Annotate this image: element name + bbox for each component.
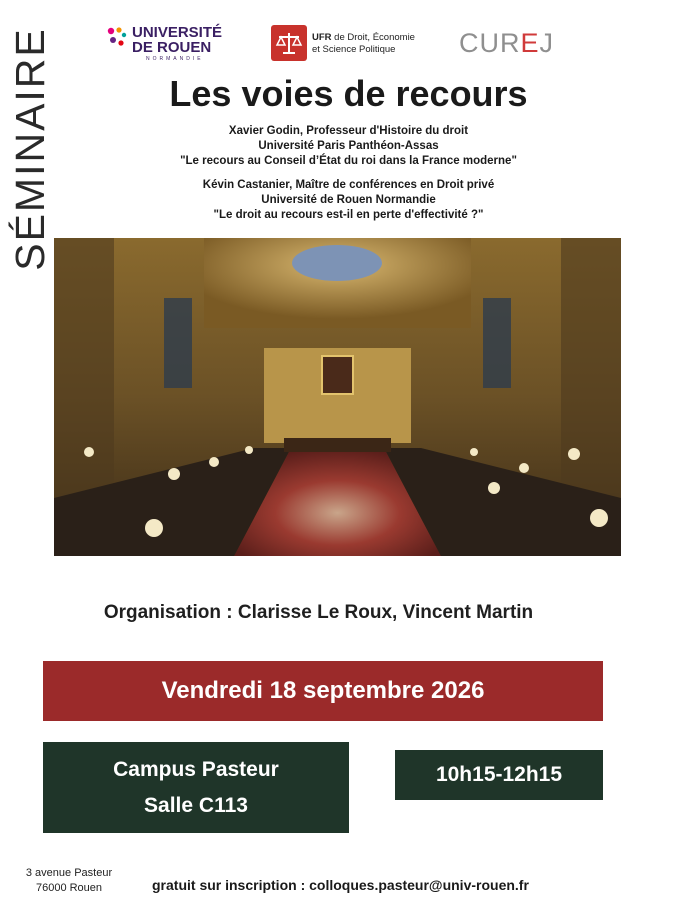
speaker-topic: "Le droit au recours est-il en perte d'effectivité ?" [213, 209, 484, 221]
venue-box [43, 742, 349, 833]
rouen-logo-sub: NORMANDIE [146, 56, 204, 62]
address-city: 76000 Rouen [35, 882, 103, 894]
rouen-logo-line1: UNIVERSITÉ [132, 24, 223, 41]
organisation-line: Organisation : Clarisse Le Roux, Vincent Martin [103, 602, 534, 623]
rouen-logo-line2: DE ROUEN [132, 39, 212, 56]
ufr-droit-logo [271, 25, 431, 65]
ufr-logo-text: UFR de Droit, Économie et Science Politique [312, 32, 415, 55]
seminar-title: Les voies de recours [169, 73, 528, 114]
photo-credit: Première chambre civile de la Cour de cassation [663, 550, 672, 724]
date-banner [43, 661, 603, 721]
speaker-topic: "Le recours au Conseil d’État du roi dans la France moderne" [180, 155, 517, 167]
curej-logo: CUREJ [459, 28, 555, 58]
time-box [395, 750, 603, 800]
venue-campus: Campus Pasteur [113, 757, 279, 781]
speakers-block [60, 124, 637, 232]
ufr-scales-icon [271, 25, 307, 61]
speaker-institution: Université Paris Panthéon-Assas [258, 140, 439, 152]
universite-rouen-logo [106, 22, 236, 66]
speaker-2 [60, 178, 637, 223]
address-block [14, 866, 124, 896]
registration-info: gratuit sur inscription : colloques.pasteur@univ-rouen.fr [152, 877, 529, 893]
speaker-name-role: Kévin Castanier, Maître de conférences en Droit privé [202, 179, 495, 191]
seminaire-vertical-title [6, 18, 54, 280]
speaker-name-role: Xavier Godin, Professeur d'Histoire du droit [228, 125, 469, 137]
venue-room: Salle C113 [144, 793, 248, 817]
seminaire-label: SÉMINAIRE [7, 27, 53, 271]
event-date: Vendredi 18 septembre 2026 [161, 677, 485, 704]
speaker-institution: Université de Rouen Normandie [261, 194, 436, 206]
event-time: 10h15-12h15 [435, 763, 563, 786]
speaker-1 [60, 124, 637, 169]
rouen-logo-mark-icon [106, 26, 128, 48]
address-street: 3 avenue Pasteur [25, 867, 113, 879]
